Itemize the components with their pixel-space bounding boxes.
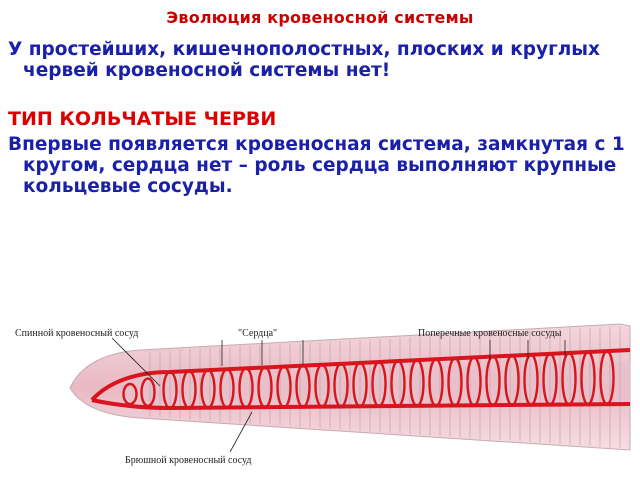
label-ventral: Брюшной кровеносный сосуд <box>125 455 252 466</box>
intro-paragraph: У простейших, кишечнополостных, плоских и круглых червей кровеносной системы нет! <box>8 39 600 81</box>
slide-title: Эволюция кровеносной системы <box>166 8 474 27</box>
label-dorsal: Спинной кровеносный сосуд <box>15 328 139 339</box>
annelid-paragraph: Впервые появляется кровеносная система, замкнутая с 1 кругом, сердца нет – роль сердца выполняют крупные кольцевые сосуды. <box>8 134 625 197</box>
section-heading: ТИП КОЛЬЧАТЫЕ ЧЕРВИ <box>8 108 277 130</box>
label-hearts: "Сердца" <box>238 328 278 339</box>
label-transverse: Поперечные кровеносные сосуды <box>418 328 562 339</box>
worm-circulatory-diagram <box>0 300 640 480</box>
